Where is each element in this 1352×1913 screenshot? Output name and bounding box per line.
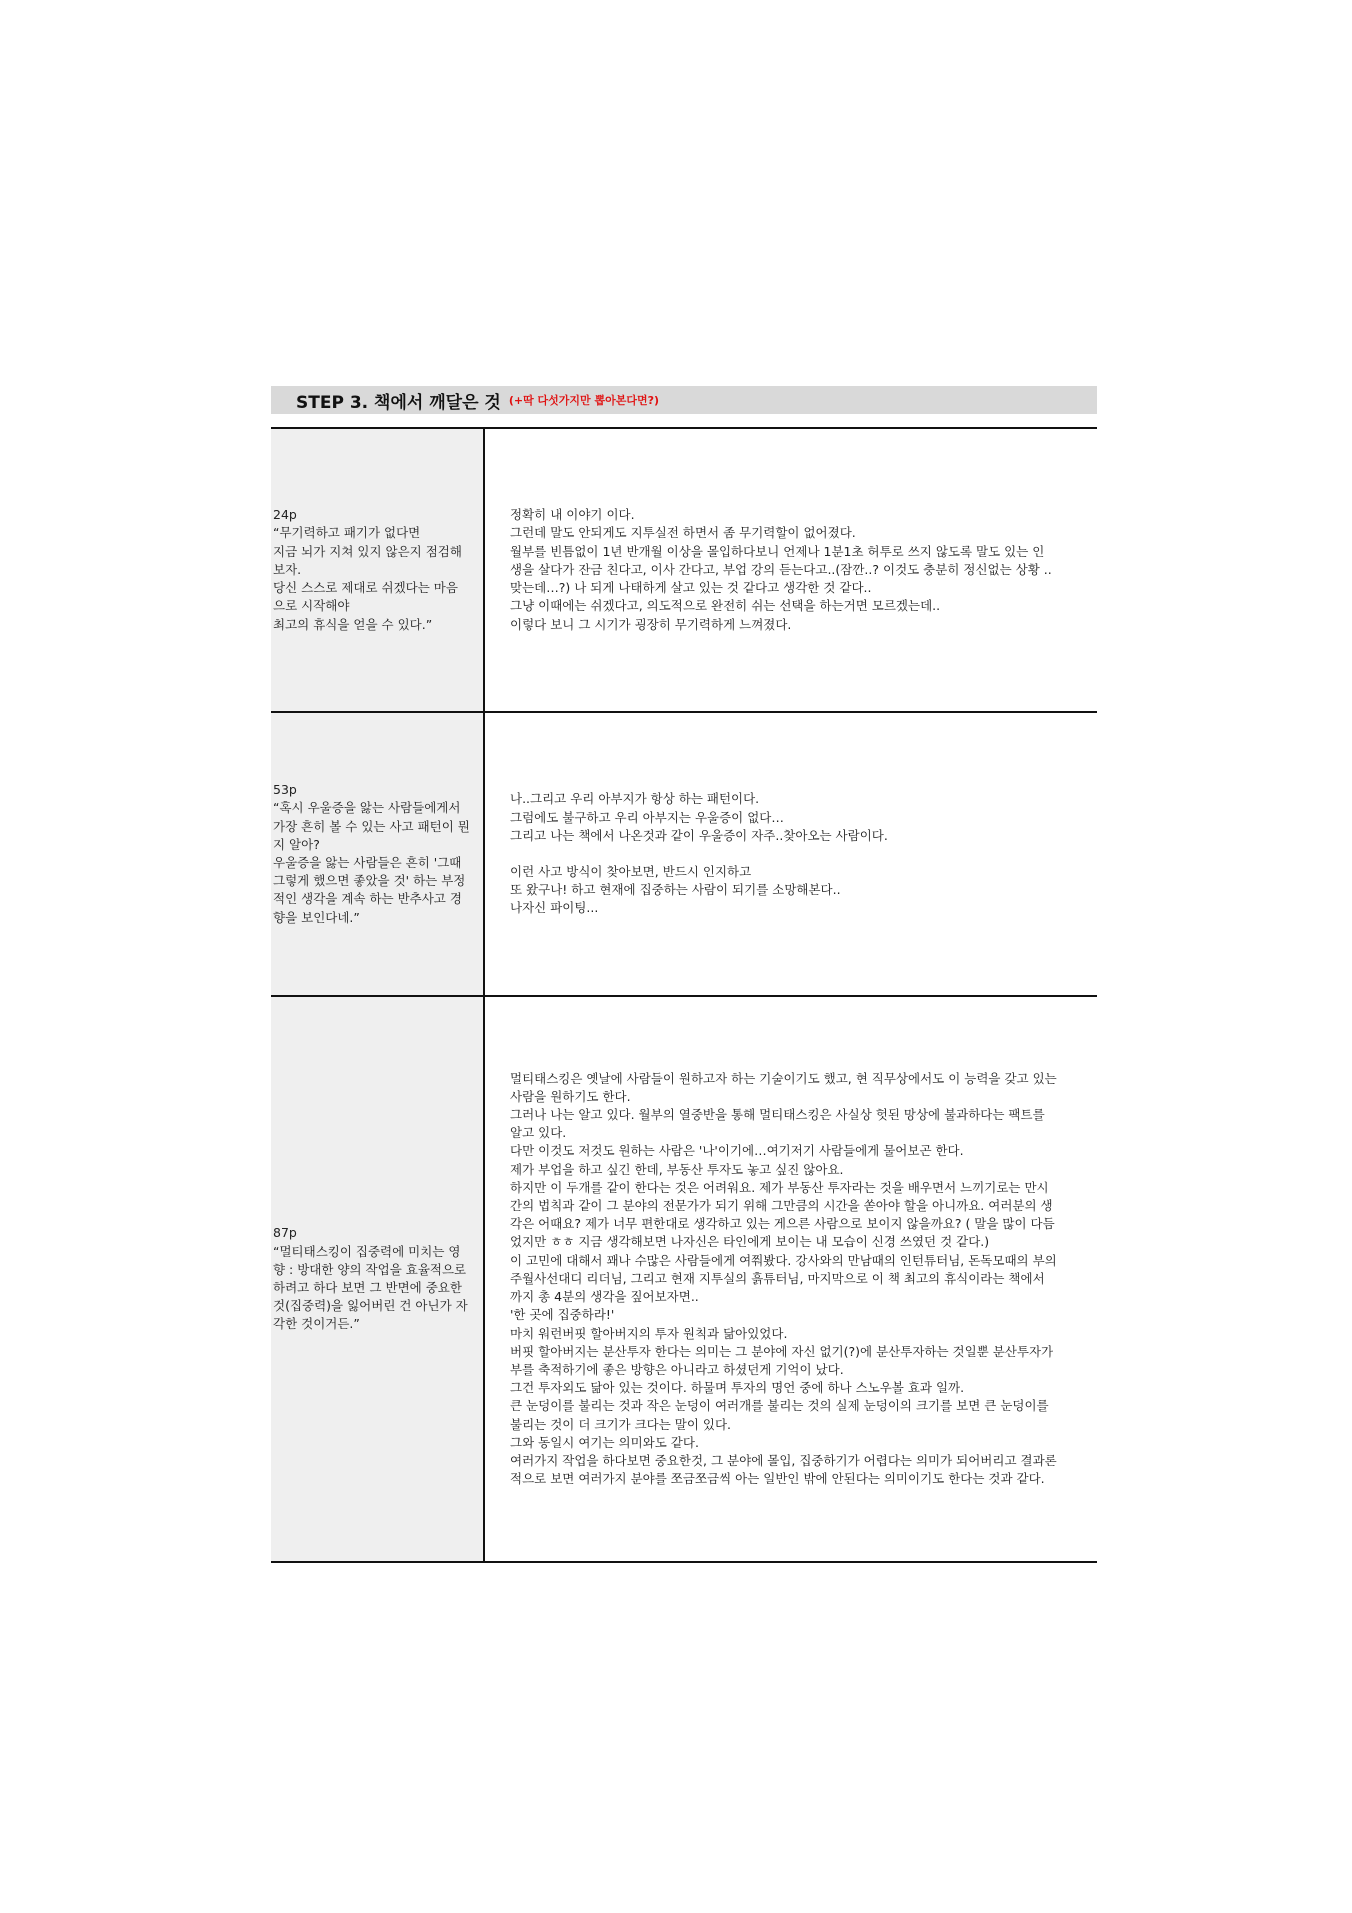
reflection-line: 맞는데…?) 나 되게 나태하게 살고 있는 것 같다고 생각한 것 같다.. [510, 580, 872, 596]
reflection-line: 생을 살다가 잔금 친다고, 이사 간다고, 부업 강의 듣는다고..(잠깐..? 이것도 충분히 정신없는 상황 .. [510, 561, 1052, 577]
reflection-line: 그러나 나는 알고 있다. 월부의 열중반을 통해 멀티태스킹은 사실상 헛된 망상에 불과하다는 팩트를 [510, 1107, 1045, 1123]
reflection-line: 그런데 말도 안되게도 지투실전 하면서 좀 무기력할이 없어졌다. [510, 525, 856, 541]
reflection-line: 불리는 것이 더 크기가 크다는 말이 있다. [510, 1416, 732, 1432]
quote-cell [271, 713, 485, 995]
quote-line: 우울증을 앓는 사람들은 흔히 '그때 [273, 855, 462, 870]
reflection-line: 까지 총 4분의 생각을 짚어보자면.. [510, 1289, 699, 1305]
reflection-line: 부를 축적하기에 좋은 방향은 아니라고 하셨던게 기억이 났다. [510, 1361, 844, 1377]
reflection-line: 그리고 나는 책에서 나온것과 같이 우울증이 자주..찾아오는 사람이다. [510, 827, 888, 843]
quote-line: 그렇게 했으면 좋았을 것' 하는 부정 [273, 873, 466, 889]
quote-line: 향을 보인다네.” [273, 909, 360, 925]
reflection-line: 다만 이것도 저것도 원하는 사람은 '나'이기에…여기저기 사람들에게 물어보곤 한다. [510, 1143, 964, 1159]
quote-line: 당신 스스로 제대로 쉬겠다는 마음 [273, 580, 458, 596]
reflection-line: 멀티태스킹은 옛날에 사람들이 원하고자 하는 기술이기도 했고, 현 직무상에서도 이 능력을 갖고 있는 [510, 1070, 1057, 1086]
step3-header [271, 386, 1097, 414]
reflection-line: 정확히 내 이야기 이다. [510, 507, 635, 523]
reflection-line: 각은 어때요? 제가 너무 편한대로 생각하고 있는 게으른 사람으로 보이지 않을까요? ( 말을 많이 다듬 [510, 1216, 1055, 1232]
page-number: 87p [273, 1225, 297, 1241]
page-number: 53p [273, 782, 297, 798]
reflection-line: 이런 사고 방식이 찾아보면, 반드시 인지하고 [510, 864, 752, 879]
reflection-line: 나..그리고 우리 아부지가 항상 하는 패턴이다. [510, 791, 760, 807]
step-title: STEP 3. 책에서 깨달은 것 [296, 392, 501, 413]
reflection-line: 마치 워런버핏 할아버지의 투자 원칙과 닮아있었다. [510, 1325, 788, 1341]
reflection-line: 었지만 ㅎㅎ 지금 생각해보면 나자신은 타인에게 보이는 내 모습이 신경 쓰였던 것 같다.) [510, 1234, 990, 1250]
table-row [271, 429, 1097, 713]
quote-line: 보자. [273, 561, 302, 577]
table-row [271, 997, 1097, 1563]
quote-line: 향 : 방대한 양의 작업을 효율적으로 [273, 1261, 467, 1277]
table-row [271, 713, 1097, 997]
quote-line: 지 알아? [273, 836, 320, 852]
quote-line: 으로 시작해야 [273, 598, 350, 614]
quote-cell [271, 429, 485, 711]
reflection-line: 여러가지 작업을 하다보면 중요한것, 그 분야에 몰입, 집중하기가 어렵다는 의미가 되어버리고 결과론 [510, 1452, 1057, 1468]
quote-text [271, 781, 474, 927]
reflection-line: 나자신 파이팅... [510, 900, 599, 916]
reflection-cell [485, 429, 1097, 711]
reflection-cell [485, 997, 1097, 1561]
quote-cell [271, 997, 485, 1561]
quote-line: 적인 생각을 계속 하는 반추사고 경 [273, 891, 462, 907]
quote-line: 각한 것이거든.” [273, 1316, 360, 1332]
quote-line: 최고의 휴식을 얻을 수 있다.” [273, 616, 433, 632]
quote-line: 것(집중력)을 잃어버린 건 아닌가 자 [273, 1298, 468, 1314]
quote-line: 하려고 하다 보면 그 반면에 중요한 [273, 1280, 462, 1295]
reflection-line: 버핏 할아버지는 분산투자 한다는 의미는 그 분야에 자신 없기(?)에 분산투자하는 것일뿐 분산투자가 [510, 1343, 1054, 1359]
reflection-line: 이렇다 보니 그 시기가 굉장히 무기력하게 느껴졌다. [510, 616, 792, 632]
reflection-line: 이 고민에 대해서 꽤나 수많은 사람들에게 여쭤봤다. 강사와의 만남때의 인턴튜터님, 돈독모때의 부의 [510, 1252, 1057, 1268]
reflection-text [485, 790, 896, 917]
reflection-line: 그건 투자외도 닮아 있는 것이다. 하물며 투자의 명언 중에 하나 스노우볼 효과 일까. [510, 1380, 965, 1396]
reflection-line: 주월사선대디 리더님, 그리고 현재 지투실의 흙튜터님, 마지막으로 이 책 최고의 휴식이라는 책에서 [510, 1270, 1045, 1286]
reflection-line: '한 곳에 집중하라!' [510, 1307, 615, 1323]
reflection-line: 큰 눈덩이를 불리는 것과 작은 눈덩이 여러개를 불리는 것의 실제 눈덩이의 크기를 보면 큰 눈덩이를 [510, 1398, 1049, 1414]
reflection-line [510, 845, 888, 863]
reflection-line: 월부를 빈틈없이 1년 반개월 이상을 몰입하다보니 언제나 1분1초 허투로 쓰지 않도록 말도 있는 인 [510, 543, 1045, 559]
quote-line: 지금 뇌가 지쳐 있지 않은지 점검해 [273, 543, 462, 559]
reflection-line: 제가 부업을 하고 싶긴 한데, 부동산 투자도 놓고 싶진 않아요. [510, 1161, 844, 1177]
reflection-text [485, 506, 1060, 633]
reflection-line: 그럼에도 불구하고 우리 아부지는 우울증이 없다… [510, 809, 784, 825]
quote-line: “무기력하고 패기가 없다면 [273, 525, 421, 541]
reflection-line: 하지만 이 두개를 같이 한다는 것은 어려워요. 제가 부동산 투자라는 것을 배우면서 느끼기로는 만시 [510, 1179, 1049, 1195]
reflection-line: 간의 법칙과 같이 그 분야의 전문가가 되기 위해 그만큼의 시간을 쏟아야 할을 아니까요. 여러분의 생 [510, 1198, 1053, 1214]
step-hint: (+딱 다섯가지만 뽑아본다면?) [508, 394, 660, 407]
reflection-cell [485, 713, 1097, 995]
reflection-line: 적으로 보면 여러가지 분야를 쪼금쪼금씩 아는 일반인 밖에 안된다는 의미이기도 한다는 것과 같다. [510, 1471, 1045, 1487]
quote-line: “혹시 우울증을 앓는 사람들에게서 [273, 800, 461, 816]
reflection-line: 알고 있다. [510, 1125, 567, 1141]
reflection-text [485, 1070, 1065, 1489]
quote-line: 가장 흔히 볼 수 있는 사고 패턴이 뭔 [273, 818, 470, 834]
reflection-line: 사람을 원하기도 한다. [510, 1088, 631, 1104]
reflection-line: 그냥 이때에는 쉬겠다고, 의도적으로 완전히 쉬는 선택을 하는거면 모르겠는데.. [510, 598, 941, 614]
quote-line: “멀티태스킹이 집중력에 미치는 영 [273, 1243, 461, 1259]
reflection-table [271, 427, 1097, 1563]
page-number: 24p [273, 507, 297, 523]
reflection-line: 그와 동일시 여기는 의미와도 같다. [510, 1434, 699, 1450]
quote-text [271, 506, 466, 633]
quote-text [271, 1224, 472, 1333]
reflection-line: 또 왔구나! 하고 현재에 집중하는 사람이 되기를 소망해본다.. [510, 882, 841, 898]
